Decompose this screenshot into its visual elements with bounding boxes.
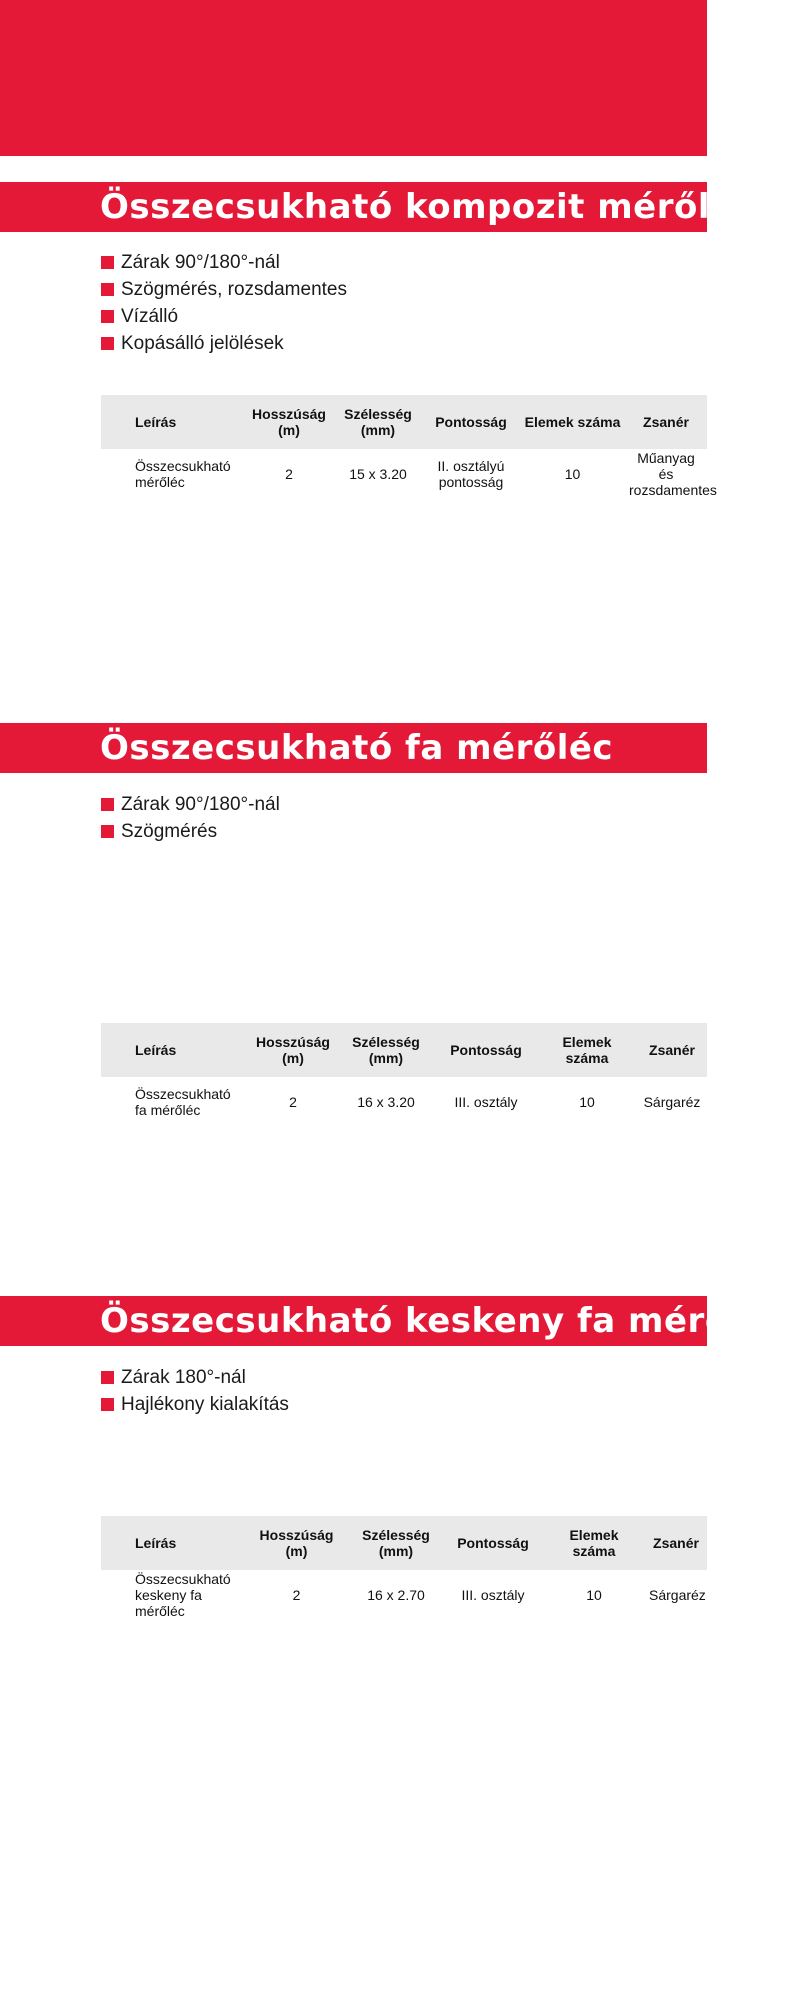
square-bullet-icon bbox=[101, 256, 114, 269]
feature-item bbox=[101, 1364, 289, 1391]
spec-table bbox=[101, 1516, 707, 1620]
column-header: Leírás bbox=[101, 1516, 244, 1570]
column-header: Zsanér bbox=[645, 1516, 707, 1570]
table-cell: Összecsukható fa mérőléc bbox=[135, 1086, 231, 1118]
table-header-row bbox=[101, 1023, 707, 1077]
feature-text: Hajlékony kialakítás bbox=[121, 1394, 289, 1415]
table-header-row bbox=[101, 1516, 707, 1570]
section-title: Összecsukható kompozit mérőléc bbox=[100, 187, 755, 227]
table-cell: 2 bbox=[292, 1587, 301, 1603]
column-header: Zsanér bbox=[637, 1023, 707, 1077]
column-header: Pontosság bbox=[422, 395, 520, 449]
feature-list bbox=[101, 1364, 289, 1418]
table-cell: 10 bbox=[586, 1587, 602, 1603]
column-header: Zsanér bbox=[625, 395, 707, 449]
column-header: Elemek száma bbox=[537, 1023, 637, 1077]
table-cell: 15 x 3.20 bbox=[349, 466, 407, 482]
section-title-bar bbox=[0, 182, 755, 232]
table-cell: Sárgaréz bbox=[643, 1094, 701, 1110]
table-cell: Műanyag és rozsdamentes bbox=[629, 450, 717, 498]
column-header: Szélesség (mm) bbox=[334, 395, 422, 449]
feature-list bbox=[101, 249, 347, 357]
column-header: Szélesség (mm) bbox=[349, 1516, 443, 1570]
spec-table bbox=[101, 1023, 707, 1127]
feature-item bbox=[101, 818, 280, 845]
column-header: Pontosság bbox=[435, 1023, 537, 1077]
feature-item bbox=[101, 330, 347, 357]
feature-text: Zárak 180°-nál bbox=[121, 1367, 246, 1388]
section-title-bar bbox=[0, 723, 707, 773]
table-cell: 10 bbox=[564, 466, 581, 482]
square-bullet-icon bbox=[101, 1398, 114, 1411]
column-header: Leírás bbox=[101, 395, 244, 449]
table-cell: II. osztályú pontosság bbox=[437, 458, 505, 490]
feature-text: Zárak 90°/180°-nál bbox=[121, 794, 280, 815]
column-header: Elemek száma bbox=[520, 395, 625, 449]
top-red-band bbox=[0, 0, 707, 156]
table-cell: III. osztály bbox=[454, 1094, 518, 1110]
table-cell: Sárgaréz bbox=[649, 1587, 706, 1603]
column-header: Hosszúság (m) bbox=[249, 1023, 337, 1077]
table-row bbox=[101, 449, 707, 499]
column-header: Hosszúság (m) bbox=[244, 395, 334, 449]
square-bullet-icon bbox=[101, 1371, 114, 1384]
table-cell: 2 bbox=[285, 466, 293, 482]
table-cell: Összecsukható mérőléc bbox=[135, 458, 231, 490]
feature-text: Szögmérés bbox=[121, 821, 218, 842]
feature-item bbox=[101, 303, 347, 330]
feature-item bbox=[101, 1391, 289, 1418]
section-title: Összecsukható keskeny fa mérőléc bbox=[100, 1301, 785, 1341]
feature-list bbox=[101, 791, 280, 845]
feature-text: Vízálló bbox=[121, 306, 179, 327]
table-cell: 10 bbox=[579, 1094, 595, 1110]
table-cell: Összecsukható keskeny fa mérőléc bbox=[135, 1571, 231, 1619]
section-title-bar bbox=[0, 1296, 785, 1346]
table-row bbox=[101, 1077, 707, 1127]
square-bullet-icon bbox=[101, 798, 114, 811]
spec-table bbox=[101, 395, 717, 499]
feature-text: Kopásálló jelölések bbox=[121, 333, 284, 354]
table-cell: 16 x 3.20 bbox=[357, 1094, 415, 1110]
feature-item bbox=[101, 276, 347, 303]
feature-item bbox=[101, 791, 280, 818]
table-header-row bbox=[101, 395, 707, 449]
feature-text: Zárak 90°/180°-nál bbox=[121, 252, 280, 273]
section-title: Összecsukható fa mérőléc bbox=[100, 728, 614, 768]
square-bullet-icon bbox=[101, 283, 114, 296]
feature-item bbox=[101, 249, 347, 276]
column-header: Pontosság bbox=[443, 1516, 543, 1570]
column-header: Leírás bbox=[101, 1023, 249, 1077]
column-header: Elemek száma bbox=[543, 1516, 645, 1570]
table-cell: 16 x 2.70 bbox=[367, 1587, 425, 1603]
feature-text: Szögmérés, rozsdamentes bbox=[121, 279, 347, 300]
column-header: Szélesség (mm) bbox=[337, 1023, 435, 1077]
square-bullet-icon bbox=[101, 310, 114, 323]
column-header: Hosszúság (m) bbox=[244, 1516, 349, 1570]
table-row bbox=[101, 1570, 707, 1620]
table-cell: III. osztály bbox=[461, 1587, 525, 1603]
square-bullet-icon bbox=[101, 337, 114, 350]
square-bullet-icon bbox=[101, 825, 114, 838]
table-cell: 2 bbox=[289, 1094, 297, 1110]
